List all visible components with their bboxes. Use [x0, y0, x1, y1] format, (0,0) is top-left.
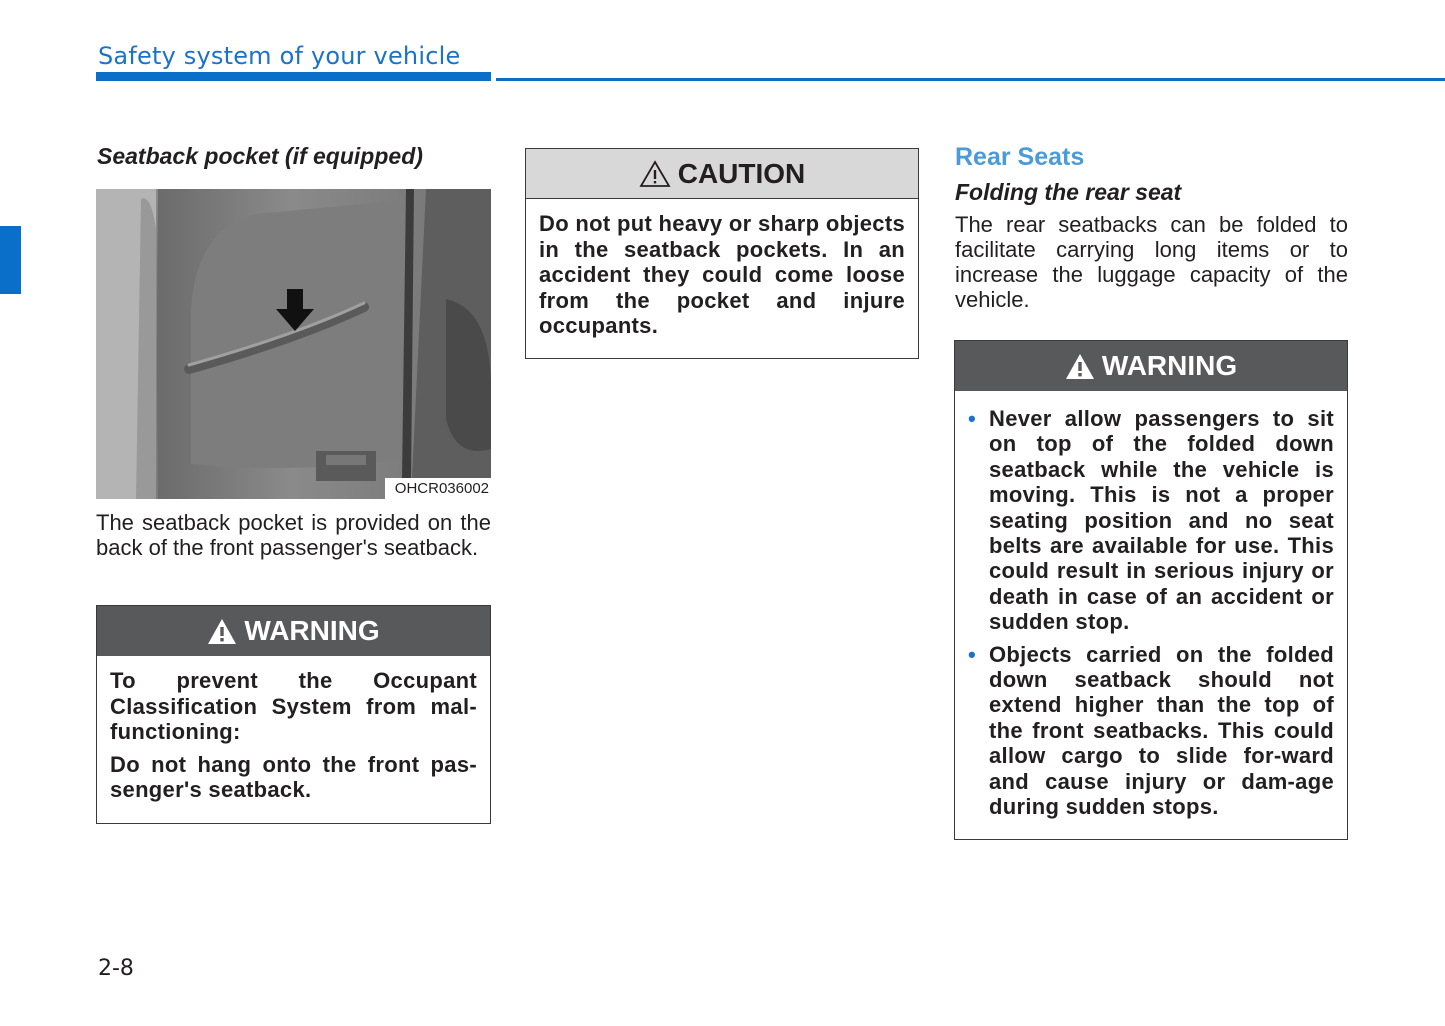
warning-triangle-icon	[1065, 353, 1095, 380]
bullet-dot-icon: •	[968, 406, 977, 431]
caution-body	[526, 199, 918, 353]
warning-left-paragraph-2: Do not hang onto the front pas-senger's seatback.	[110, 751, 477, 802]
caution-triangle-icon	[639, 160, 671, 188]
caution-header	[526, 149, 918, 199]
right-intro-wrap	[955, 143, 1348, 312]
page-number: 2-8	[98, 956, 134, 981]
bullet-dot-icon: •	[968, 641, 977, 667]
left-section-heading-wrap	[97, 143, 491, 170]
warning-label-left: WARNING	[244, 615, 380, 646]
warning-triangle-icon	[207, 618, 237, 645]
warning-box-right	[954, 340, 1348, 840]
warning-bullet-1-text: Never allow passengers to sit on top of the folded down seatback while the vehicle is moving. This is not a proper seating position and no seat belts are available for use. This could result in serious injury or death in case of an accident or sudden stop.	[989, 406, 1334, 635]
seatback-pocket-description: The seatback pocket is provided on the back of the front passenger's seatback.	[96, 510, 491, 560]
warning-bullet-2-text: Objects carried on the folded down seatback should not extend higher than the top of the front seatbacks. This could allow cargo to slide for-ward and cause injury or dam-age during sudden stops.	[989, 641, 1334, 820]
list-item	[968, 642, 1334, 820]
left-body-wrap	[96, 510, 491, 560]
seatback-photo-illustration	[96, 189, 491, 499]
caution-label: CAUTION	[677, 157, 806, 189]
header-rule-thin	[496, 78, 1445, 81]
section-title-rear-seats: Rear Seats	[955, 143, 1085, 171]
list-item	[968, 406, 1334, 635]
warning-body-left	[97, 656, 490, 817]
subtitle-folding-rear-seat: Folding the rear seat	[955, 179, 1182, 205]
seatback-pocket-figure	[96, 189, 491, 499]
warning-left-paragraph-1: To prevent the Occupant Classification System from mal-functioning:	[110, 668, 477, 744]
warning-bullet-list	[968, 406, 1334, 820]
header-rule-thick	[96, 72, 491, 81]
warning-label-right: WARNING	[1101, 350, 1238, 381]
figure-code-label: OHCR036002	[385, 478, 491, 499]
warning-body-right	[955, 391, 1347, 834]
warning-box-left	[96, 605, 491, 824]
warning-header-left	[97, 606, 490, 656]
page-header-title: Safety system of your vehicle	[98, 42, 461, 70]
caution-box	[525, 148, 919, 359]
rear-seat-description: The rear seatbacks can be folded to facilitate carrying long items or to increase the luggage capacity of the vehicle.	[955, 212, 1348, 312]
chapter-side-tab	[0, 226, 21, 294]
warning-header-right	[955, 341, 1347, 391]
caution-text: Do not put heavy or sharp objects in the seatback pockets. In an accident they could come loose from the pocket and injure occupants.	[539, 211, 905, 338]
section-title-seatback-pocket: Seatback pocket (if equipped)	[97, 143, 423, 169]
